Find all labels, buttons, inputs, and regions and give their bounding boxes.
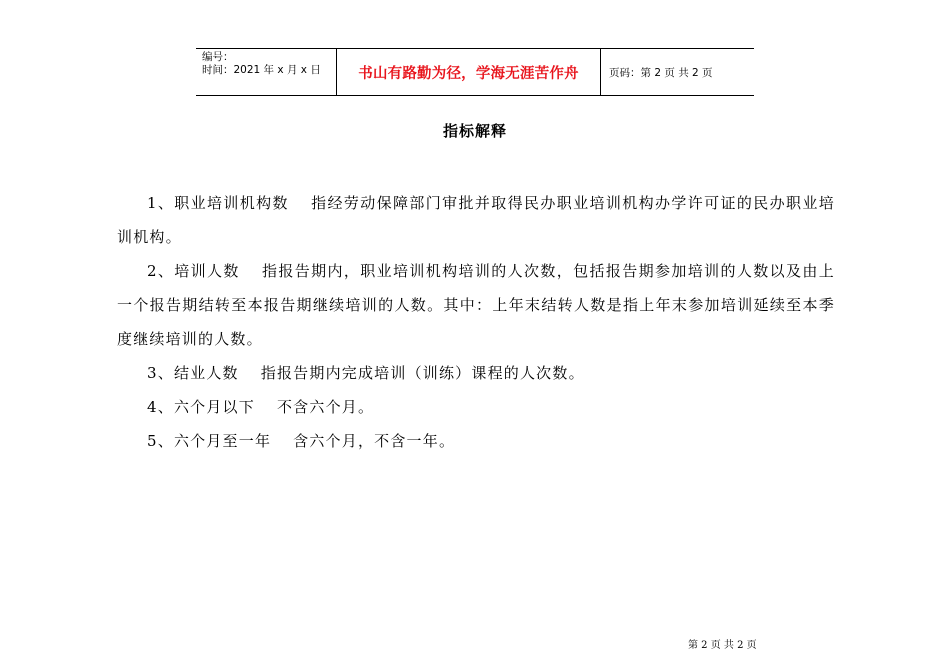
definitions-list [117,186,835,458]
item-text: 指报告期内完成培训（训练）课程的人次数。 [260,364,585,382]
item-text: 指经劳动保障部门审批并取得民办职业培训机构办学许可证的民办职业培训机构。 [117,194,835,246]
item-term: 结业人数 [173,364,239,382]
date-label: 时间：2021 年 x 月 x 日 [202,64,321,76]
header-meta-cell [196,49,337,95]
page-footer: 第 2 页 共 2 页 [688,640,757,651]
header-page-cell [601,49,754,95]
item-number: 1、 [147,194,175,212]
item-term: 职业培训机构数 [174,194,289,212]
page-number-label: 页码：第 2 页 共 2 页 [609,66,713,79]
header-motto-cell [337,49,601,95]
item-term: 六个月以下 [173,398,255,416]
item-text: 不含六个月。 [276,398,375,416]
definition-item [117,424,835,458]
document-title: 指标解释 [442,122,507,140]
item-number: 3、 [147,364,174,382]
motto-text: 书山有路勤为径，学海无涯苦作舟 [358,65,579,82]
definition-item [117,356,835,390]
definition-item [117,254,835,356]
definition-item [117,390,835,424]
item-number: 4、 [147,398,174,416]
item-term: 培训人数 [174,262,240,280]
item-text: 含六个月，不含一年。 [293,432,456,450]
item-term: 六个月至一年 [173,432,272,450]
item-text: 指报告期内，职业培训机构培训的人次数，包括报告期参加培训的人数以及由上一个报告期结转至本报告期继续培训的人数。其中：上年末结转人数是指上年末参加培训延续至本季度继续培训的人数。 [117,262,835,348]
number-label: 编号： [202,51,234,63]
item-number: 2、 [147,262,175,280]
item-number: 5、 [147,432,174,450]
page-header-table [196,48,754,96]
definition-item [117,186,835,254]
